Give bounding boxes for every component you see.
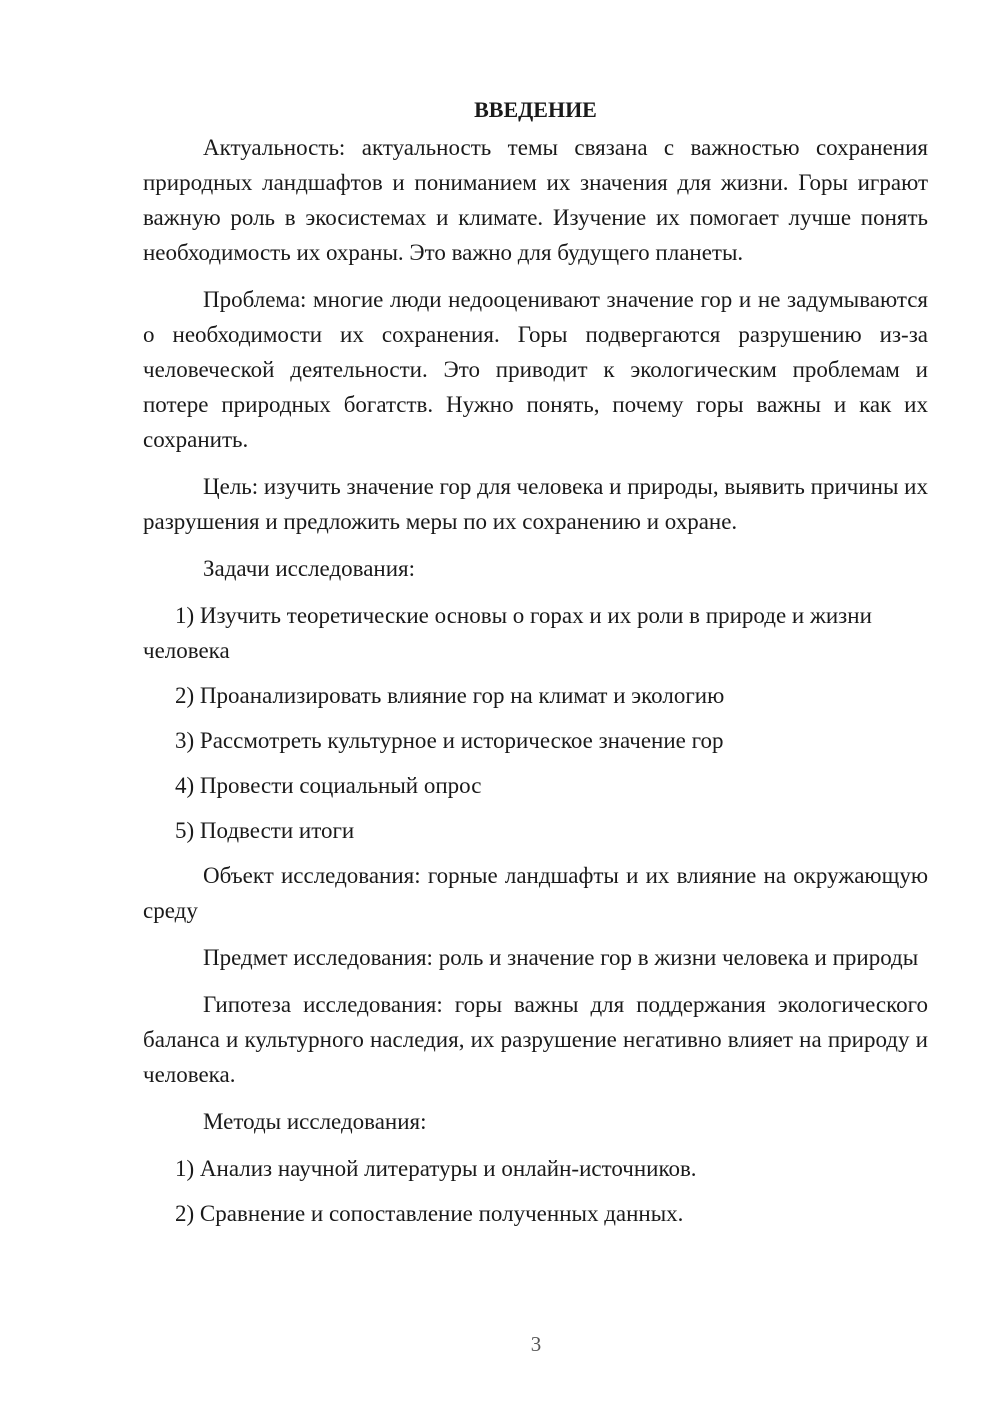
methods-heading: Методы исследования: <box>203 1109 427 1134</box>
page-number: 3 <box>530 1332 542 1356</box>
hypothesis-paragraph: Гипотеза исследования: горы важны для поддержания экологического баланса и культурного наследия, их разрушение негативно влияет на природу и человека. <box>143 992 928 1087</box>
task-item: 3) Рассмотреть культурное и историческое значение гор <box>175 728 724 753</box>
goal-paragraph: Цель: изучить значение гор для человека и природы, выявить причины их разрушения и предложить меры по их сохранению и охране. <box>143 474 928 534</box>
tasks-heading: Задачи исследования: <box>203 556 416 581</box>
object-paragraph: Объект исследования: горные ландшафты и их влияние на окружающую среду <box>143 863 928 923</box>
method-item: 2) Сравнение и сопоставление полученных данных. <box>175 1201 684 1226</box>
task-item: 1) Изучить теоретические основы о горах и их роли в природе и жизни человека <box>143 603 872 663</box>
subject-paragraph: Предмет исследования: роль и значение гор в жизни человека и природы <box>203 945 919 970</box>
problem-paragraph: Проблема: многие люди недооценивают значение гор и не задумываются о необходимости их сохранения. Горы подвергаются разрушению из-за человеческой деятельности. Это приводит к экологическим проблемам и потере природных богатств. Нужно понять, почему горы важны и как их сохранить. <box>143 287 928 452</box>
task-item: 2) Проанализировать влияние гор на климат и экологию <box>175 683 725 708</box>
relevance-paragraph: Актуальность: актуальность темы связана с важностью сохранения природных ландшафтов и пониманием их значения для жизни. Горы играют важную роль в экосистемах и климате. Изучение их помогает лучше понять необходимость их охраны. Это важно для будущего планеты. <box>143 135 928 265</box>
section-title: ВВЕДЕНИЕ <box>474 97 597 122</box>
task-item: 5) Подвести итоги <box>175 818 355 843</box>
task-item: 4) Провести социальный опрос <box>175 773 482 798</box>
page-content <box>143 94 928 1241</box>
method-item: 1) Анализ научной литературы и онлайн-источников. <box>175 1156 697 1181</box>
